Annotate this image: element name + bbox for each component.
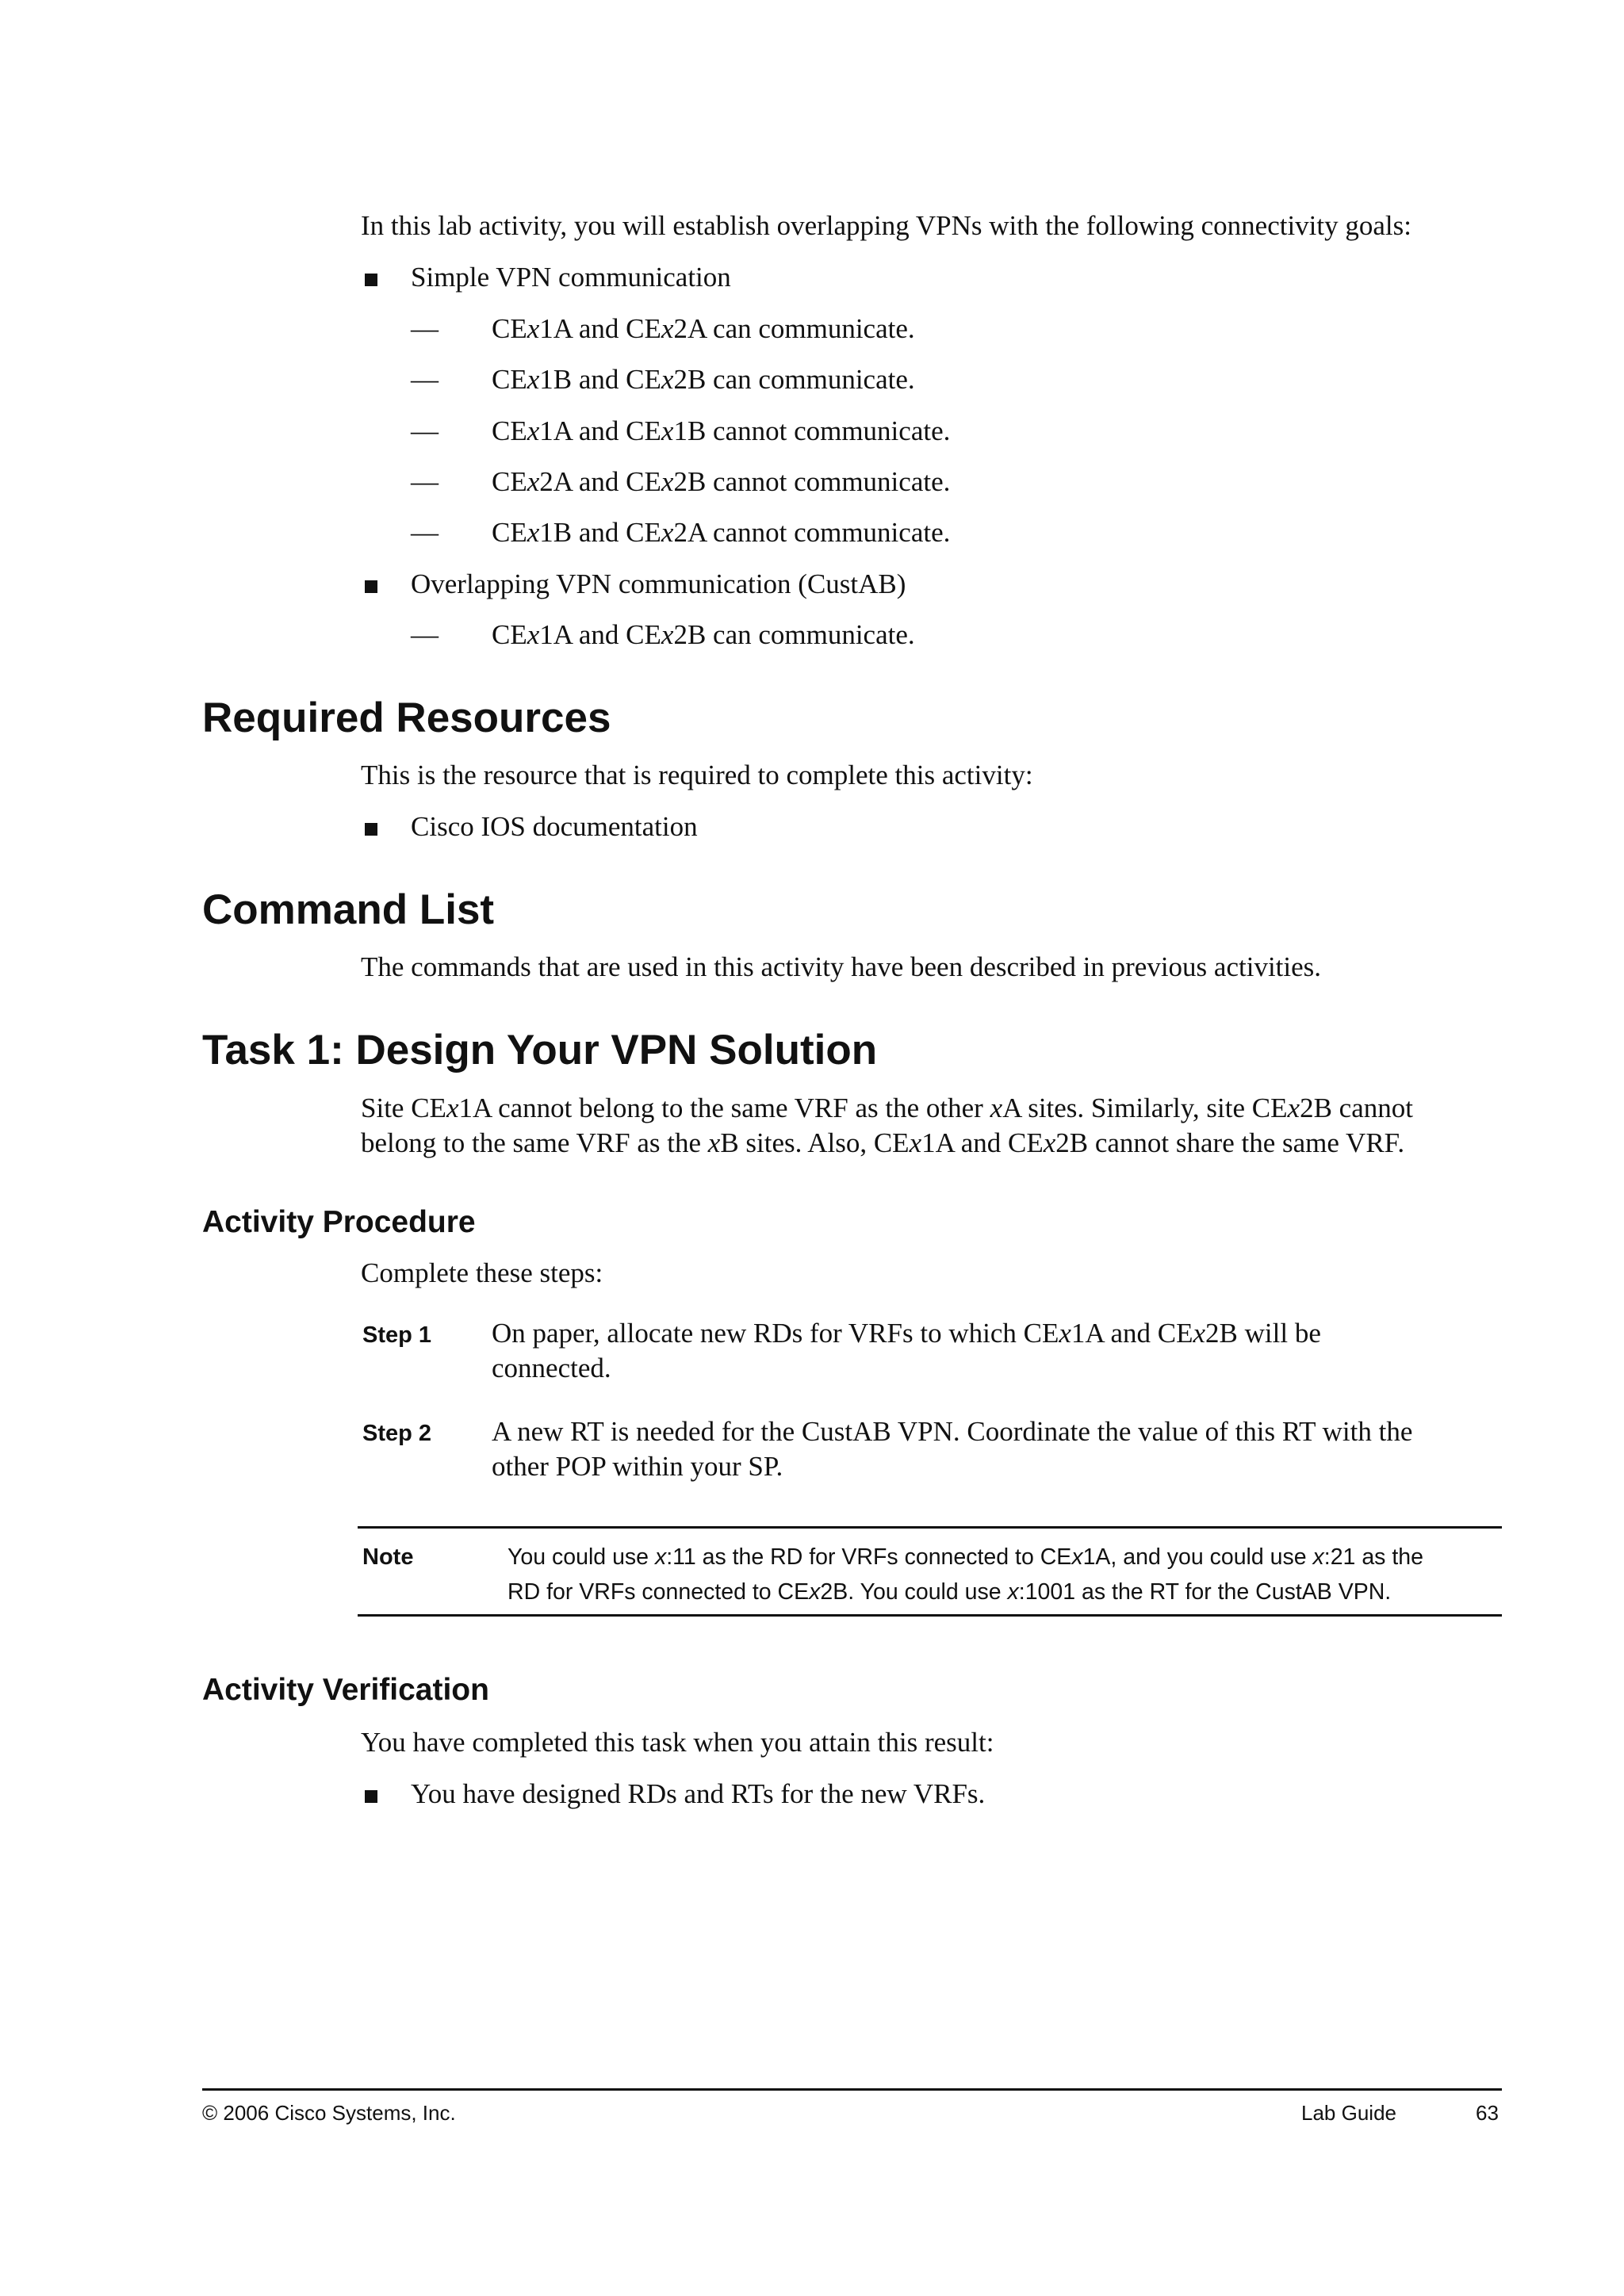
step-1-label: Step 1 [362, 1322, 432, 1348]
note-bottom-rule [358, 1614, 1502, 1617]
footer-copyright: © 2006 Cisco Systems, Inc. [202, 2101, 456, 2125]
command-list-text: The commands that are used in this activity have been described in previous activities. [361, 951, 1322, 982]
goal-item: CEx1A and CEx2A can communicate. [492, 313, 915, 344]
bullet-square-icon [365, 823, 377, 836]
bullet-square-icon [365, 274, 377, 286]
verification-item: You have designed RDs and RTs for the new VRFs. [411, 1778, 986, 1809]
goal-item: CEx1B and CEx2A cannot communicate. [492, 517, 951, 548]
bullet-square-icon [365, 580, 377, 593]
dash-marker: — [411, 517, 439, 548]
dash-marker: — [411, 619, 439, 650]
goal-simple-vpn: Simple VPN communication [411, 262, 731, 293]
goal-item: CEx1B and CEx2B can communicate. [492, 364, 915, 395]
task1-text-line1: Site CEx1A cannot belong to the same VRF as the other xA sites. Similarly, site CEx2B cannot [361, 1093, 1413, 1123]
dash-marker: — [411, 364, 439, 395]
note-text-line1: You could use x:11 as the RD for VRFs connected to CEx1A, and you could use x:21 as the [508, 1544, 1423, 1570]
footer-guide-name: Lab Guide [1301, 2101, 1396, 2125]
task1-text-line2: belong to the same VRF as the xB sites. Also, CEx1A and CEx2B cannot share the same VRF. [361, 1127, 1405, 1158]
goal-item: CEx1A and CEx2B can communicate. [492, 619, 915, 650]
dash-marker: — [411, 466, 439, 497]
footer-page-number: 63 [1476, 2101, 1499, 2125]
required-resources-text: This is the resource that is required to complete this activity: [361, 760, 1033, 790]
heading-task-1: Task 1: Design Your VPN Solution [202, 1027, 878, 1073]
resource-item: Cisco IOS documentation [411, 811, 698, 842]
goal-item: CEx2A and CEx2B cannot communicate. [492, 466, 951, 497]
verification-intro: You have completed this task when you attain this result: [361, 1727, 994, 1758]
note-text-line2: RD for VRFs connected to CEx2B. You could use x:1001 as the RT for the CustAB VPN. [508, 1579, 1392, 1605]
dash-marker: — [411, 415, 439, 446]
heading-activity-procedure: Activity Procedure [202, 1205, 476, 1239]
goal-item: CEx1A and CEx1B cannot communicate. [492, 415, 951, 446]
step-1-text-line2: connected. [492, 1353, 611, 1383]
step-1-text-line1: On paper, allocate new RDs for VRFs to which CEx1A and CEx2B will be [492, 1318, 1321, 1349]
note-label: Note [362, 1544, 414, 1570]
step-2-label: Step 2 [362, 1421, 432, 1446]
step-2-text-line1: A new RT is needed for the CustAB VPN. Coordinate the value of this RT with the [492, 1416, 1413, 1447]
intro-text: In this lab activity, you will establish overlapping VPNs with the following connectivity goals: [361, 210, 1411, 241]
footer-rule [202, 2088, 1502, 2091]
procedure-intro: Complete these steps: [361, 1257, 603, 1288]
goal-overlapping-vpn: Overlapping VPN communication (CustAB) [411, 568, 906, 599]
note-top-rule [358, 1526, 1502, 1529]
bullet-square-icon [365, 1790, 377, 1803]
heading-required-resources: Required Resources [202, 695, 611, 741]
dash-marker: — [411, 313, 439, 344]
heading-command-list: Command List [202, 886, 495, 933]
step-2-text-line2: other POP within your SP. [492, 1451, 783, 1482]
heading-activity-verification: Activity Verification [202, 1673, 489, 1707]
